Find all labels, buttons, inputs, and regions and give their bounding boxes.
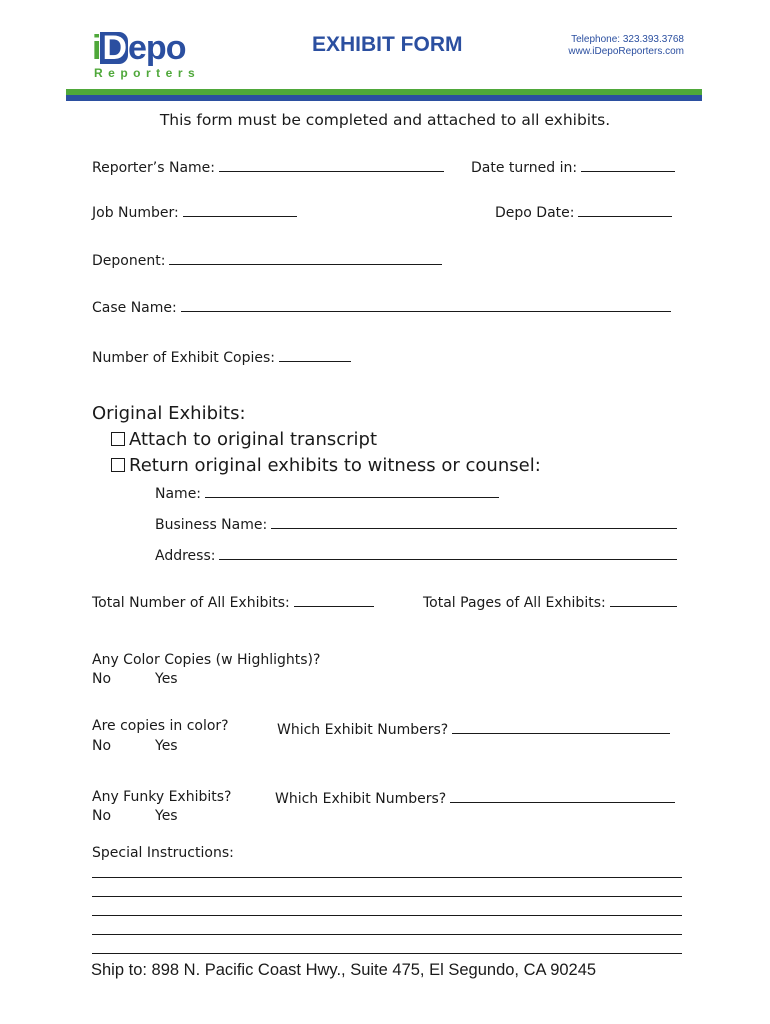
address-input[interactable] bbox=[219, 545, 677, 560]
form-title: EXHIBIT FORM bbox=[312, 33, 463, 56]
color-exhibit-numbers-input[interactable] bbox=[452, 719, 670, 734]
header-divider-blue bbox=[66, 95, 702, 101]
logo-i: i bbox=[92, 29, 101, 67]
total-pages-input[interactable] bbox=[610, 592, 677, 607]
reporter-name-label: Reporter’s Name: bbox=[92, 160, 215, 176]
funky-exhibit-numbers-input[interactable] bbox=[450, 788, 675, 803]
depo-date-label: Depo Date: bbox=[495, 205, 575, 221]
deponent-field bbox=[92, 250, 442, 269]
address-label: Address: bbox=[155, 548, 216, 564]
date-turned-in-label: Date turned in: bbox=[471, 160, 578, 176]
funky-exhibit-numbers-label: Which Exhibit Numbers? bbox=[275, 791, 447, 807]
total-pages-label: Total Pages of All Exhibits: bbox=[423, 595, 606, 611]
business-name-field bbox=[155, 514, 677, 533]
special-instructions-line-1[interactable] bbox=[92, 877, 682, 878]
depo-date-input[interactable] bbox=[578, 202, 672, 217]
reporter-name-field bbox=[92, 157, 444, 176]
logo-subtitle: Reporters bbox=[94, 66, 201, 80]
contact-info bbox=[568, 34, 684, 58]
copies-in-color-no[interactable]: No bbox=[92, 738, 112, 754]
original-exhibits-heading: Original Exhibits: bbox=[92, 403, 246, 424]
logo-d: D bbox=[102, 29, 127, 67]
intro-text: This form must be completed and attached to all exhibits. bbox=[159, 111, 611, 129]
exhibit-copies-label: Number of Exhibit Copies: bbox=[92, 350, 275, 366]
special-instructions-line-2[interactable] bbox=[92, 896, 682, 897]
copies-in-color-question: Are copies in color? bbox=[92, 718, 229, 734]
funky-exhibits-yes[interactable]: Yes bbox=[155, 808, 178, 824]
company-logo bbox=[92, 28, 185, 68]
depo-date-field bbox=[495, 202, 672, 221]
date-turned-in-field bbox=[471, 157, 675, 176]
funky-exhibit-numbers-field bbox=[275, 788, 675, 807]
job-number-input[interactable] bbox=[183, 202, 297, 217]
date-turned-in-input[interactable] bbox=[581, 157, 675, 172]
attach-checkbox[interactable] bbox=[111, 432, 125, 446]
attach-option-label: Attach to original transcript bbox=[129, 429, 378, 450]
color-exhibit-numbers-field bbox=[277, 719, 670, 738]
color-exhibit-numbers-label: Which Exhibit Numbers? bbox=[277, 722, 449, 738]
color-copies-yes[interactable]: Yes bbox=[155, 671, 178, 687]
job-number-label: Job Number: bbox=[92, 205, 179, 221]
job-number-field bbox=[92, 202, 297, 221]
deponent-input[interactable] bbox=[169, 250, 442, 265]
telephone: Telephone: 323.393.3768 bbox=[571, 34, 684, 45]
case-name-label: Case Name: bbox=[92, 300, 177, 316]
color-copies-no[interactable]: No bbox=[92, 671, 112, 687]
return-checkbox[interactable] bbox=[111, 458, 125, 472]
total-exhibits-input[interactable] bbox=[294, 592, 374, 607]
return-name-field bbox=[155, 483, 499, 502]
logo-text: epo bbox=[128, 29, 186, 67]
exhibit-copies-input[interactable] bbox=[279, 347, 351, 362]
case-name-input[interactable] bbox=[181, 297, 671, 312]
return-name-label: Name: bbox=[155, 486, 202, 502]
special-instructions-line-4[interactable] bbox=[92, 934, 682, 935]
total-exhibits-field bbox=[92, 592, 374, 611]
return-name-input[interactable] bbox=[205, 483, 499, 498]
reporter-name-input[interactable] bbox=[219, 157, 444, 172]
color-copies-question: Any Color Copies (w Highlights)? bbox=[92, 652, 321, 668]
address-field bbox=[155, 545, 677, 564]
deponent-label: Deponent: bbox=[92, 253, 166, 269]
total-exhibits-label: Total Number of All Exhibits: bbox=[92, 595, 290, 611]
case-name-field bbox=[92, 297, 671, 316]
business-name-label: Business Name: bbox=[155, 517, 268, 533]
exhibit-copies-field bbox=[92, 347, 351, 366]
ship-to-address: Ship to: 898 N. Pacific Coast Hwy., Suite 475, El Segundo, CA 90245 bbox=[91, 961, 597, 979]
return-option-label: Return original exhibits to witness or counsel: bbox=[129, 455, 541, 476]
special-instructions-line-5[interactable] bbox=[92, 953, 682, 954]
business-name-input[interactable] bbox=[271, 514, 677, 529]
total-pages-field bbox=[423, 592, 677, 611]
special-instructions-label: Special Instructions: bbox=[92, 845, 234, 861]
funky-exhibits-question: Any Funky Exhibits? bbox=[92, 789, 232, 805]
funky-exhibits-no[interactable]: No bbox=[92, 808, 112, 824]
special-instructions-line-3[interactable] bbox=[92, 915, 682, 916]
copies-in-color-yes[interactable]: Yes bbox=[155, 738, 178, 754]
website-link[interactable]: www.iDepoReporters.com bbox=[568, 46, 684, 57]
attach-option[interactable] bbox=[111, 429, 377, 450]
return-option[interactable] bbox=[111, 455, 541, 476]
